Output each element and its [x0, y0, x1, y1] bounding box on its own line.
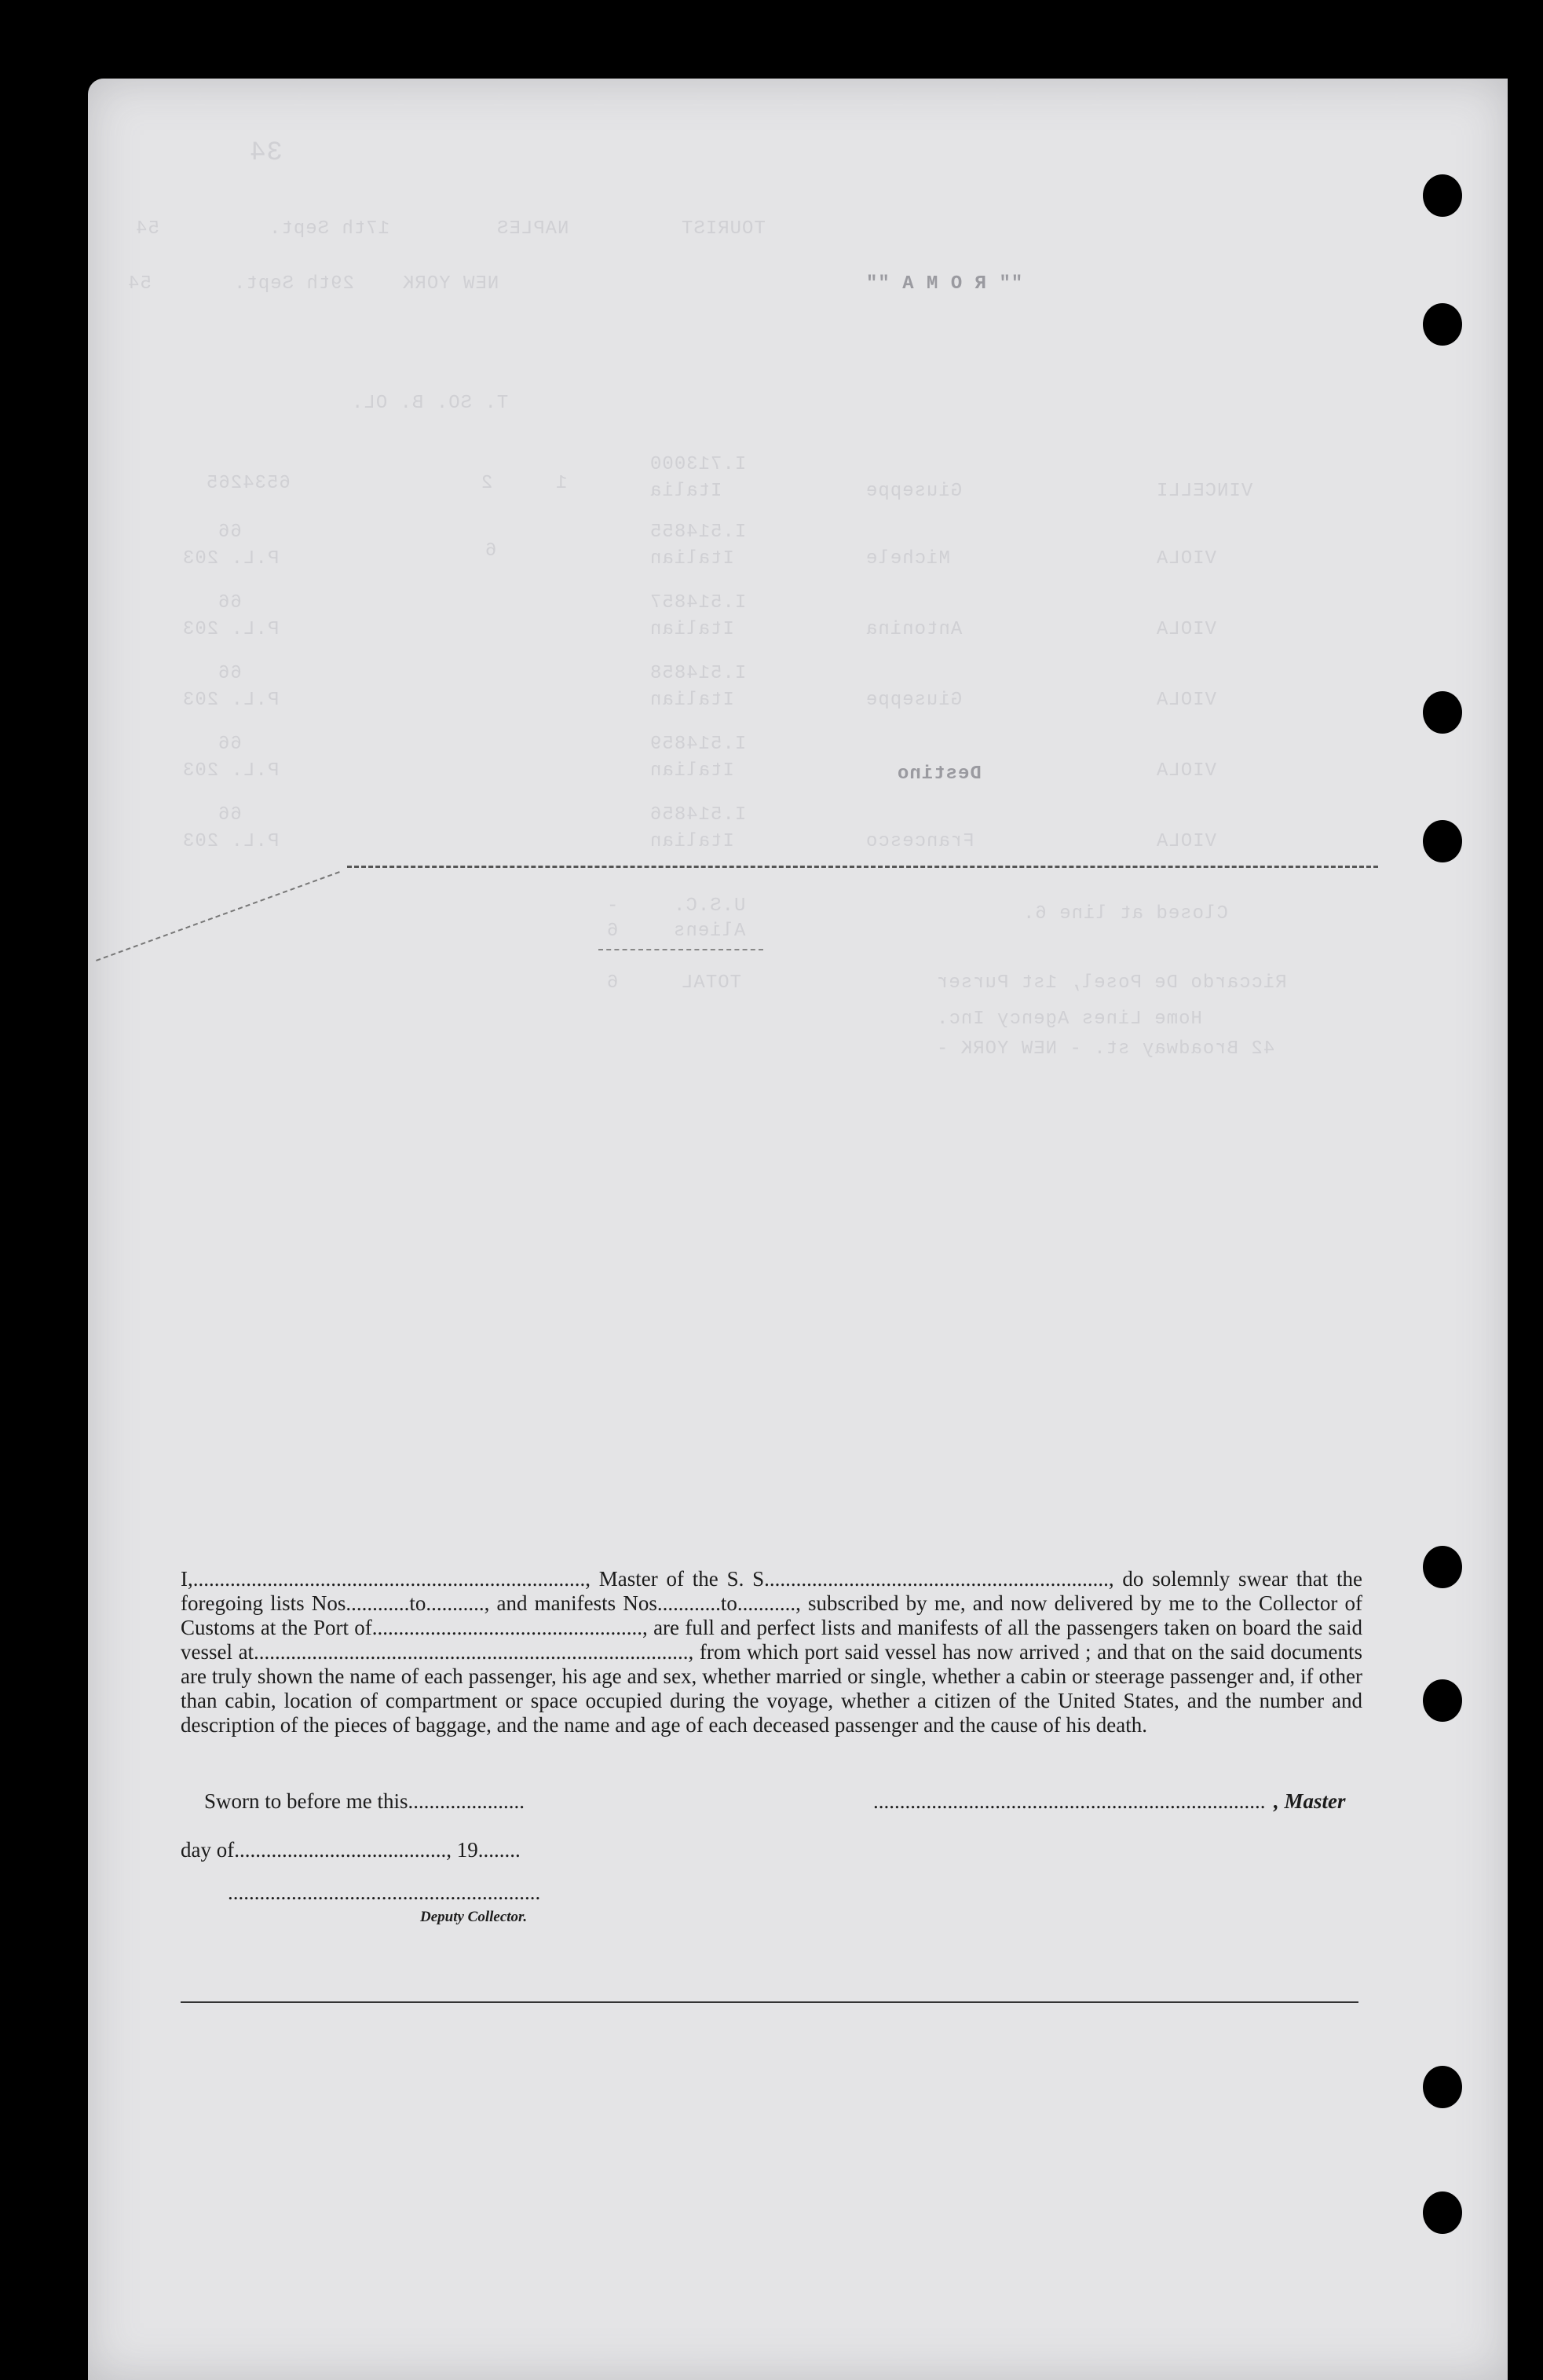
ghost-date-2: 29th Sept.: [233, 273, 355, 295]
ghost-num: 66: [218, 663, 242, 684]
ghost-nat: Italian: [649, 548, 734, 569]
ghost-doc: I.514857: [649, 592, 747, 613]
ghost-usc-val: -: [606, 895, 619, 917]
binder-hole: [1423, 303, 1462, 346]
ghost-given: Michele: [865, 548, 950, 569]
ghost-class: TOURIST: [681, 218, 766, 240]
ghost-num: 66: [218, 592, 242, 613]
ghost-purser: Riccardo De Posel, 1st Purser: [936, 972, 1287, 994]
ghost-surname: VIOLA: [1156, 619, 1217, 640]
ghost-page-number: 34: [249, 138, 283, 168]
ghost-doc: I.713000: [649, 454, 747, 475]
ghost-aliens: Aliens: [673, 921, 746, 942]
ghost-code: 6534265: [206, 473, 291, 494]
ghost-address: 42 Broadway st. - NEW YORK -: [936, 1038, 1275, 1060]
ghost-code: P.L. 203: [182, 760, 280, 782]
ghost-given: Francesco: [865, 831, 974, 852]
ghost-nat: Italia: [649, 481, 722, 502]
ghost-port-2: NEW YORK: [402, 273, 499, 295]
ghost-doc: I.514859: [649, 734, 747, 755]
ghost-doc: I.514856: [649, 804, 747, 826]
binder-hole: [1423, 174, 1462, 217]
ghost-agency: Home Lines Agency Inc.: [936, 1009, 1202, 1030]
ghost-code: P.L. 203: [182, 619, 280, 640]
day-line: day of........................................, 19........: [181, 1838, 521, 1862]
oath-paragraph: I,.........................................................................., Master of the S. S................................................................., do solemnly swear that the foregoing lists Nos............to..........., and manifests Nos............to..........., subscribed by me, and now delivered by me to the Collector of Customs at the Port of..................................................., are full and perfect lists and manifests of all the passengers taken on board the said vessel at.................................................................................., from which port said vessel has now arrived ; and that on the said documents are truly shown the name of each passenger, his age and sex, whether married or single, whether a cabin or steerage passenger and, if other than cabin, location of compartment or space occupied during the voyage, whether a citizen of the United States, and the number and description of the pieces of baggage, and the name and age of each deceased passenger and the cause of his death.: [181, 1567, 1362, 1737]
ghost-closed: Closed at line 6.: [1022, 903, 1228, 925]
ghost-given: Giuseppe: [865, 690, 963, 711]
ghost-code: P.L. 203: [182, 690, 280, 711]
ghost-num: 66: [218, 522, 242, 543]
ghost-given: Giuseppe: [865, 481, 963, 502]
ghost-surname: VIOLA: [1156, 760, 1217, 782]
ghost-code: P.L. 203: [182, 548, 280, 569]
ghost-nat: Italian: [649, 690, 734, 711]
deputy-collector-label: Deputy Collector.: [420, 1909, 528, 1925]
binder-hole: [1423, 2191, 1462, 2234]
ghost-total-val: 6: [606, 972, 619, 994]
ghost-usc: U.S.C.: [673, 895, 746, 917]
closing-rule: [347, 866, 1378, 868]
ghost-surname: VINCELLI: [1156, 481, 1253, 502]
ghost-col-a: 6: [484, 540, 497, 562]
binder-hole: [1423, 691, 1462, 734]
ghost-code: P.L. 203: [182, 831, 280, 852]
ghost-total: TOTAL: [681, 972, 742, 994]
ghost-port-1: NAPLES: [496, 218, 569, 240]
sworn-line: Sworn to before me this......................: [204, 1789, 525, 1813]
ghost-year-2: 54: [127, 273, 152, 295]
ghost-nat: Italian: [649, 760, 734, 782]
ghost-col-a: 1: [555, 473, 568, 494]
bottom-rule: [181, 2001, 1358, 2003]
ghost-doc: I.514855: [649, 522, 747, 543]
ghost-surname: VIOLA: [1156, 831, 1217, 852]
closing-diagonal: [96, 871, 340, 961]
ghost-aliens-val: 6: [606, 921, 619, 942]
manifest-page: [88, 79, 1508, 2380]
deputy-signature-line: ...........................................................: [228, 1880, 541, 1904]
ghost-doc: I.514858: [649, 663, 747, 684]
ghost-num: 66: [218, 804, 242, 826]
master-label: , Master: [1274, 1789, 1346, 1813]
ghost-ship: "" R O M A "": [865, 273, 1023, 295]
ghost-nat: Italian: [649, 831, 734, 852]
binder-hole: [1423, 820, 1462, 862]
ghost-surname: VIOLA: [1156, 690, 1217, 711]
ghost-col-b: 2: [481, 473, 493, 494]
binder-hole: [1423, 1679, 1462, 1722]
ghost-nat: Italian: [649, 619, 734, 640]
ghost-total-rule: [598, 949, 763, 950]
ghost-ref: T. SO. B. OL.: [351, 393, 509, 414]
binder-hole: [1423, 1546, 1462, 1588]
ghost-date-1: 17th Sept.: [269, 218, 390, 240]
ghost-year-1: 54: [135, 218, 159, 240]
ghost-given: Antonina: [865, 619, 963, 640]
master-signature-line: ..........................................................................: [873, 1789, 1266, 1813]
binder-hole: [1423, 2066, 1462, 2108]
ghost-surname: VIOLA: [1156, 548, 1217, 569]
ghost-num: 66: [218, 734, 242, 755]
ghost-given: Destino: [897, 763, 982, 785]
